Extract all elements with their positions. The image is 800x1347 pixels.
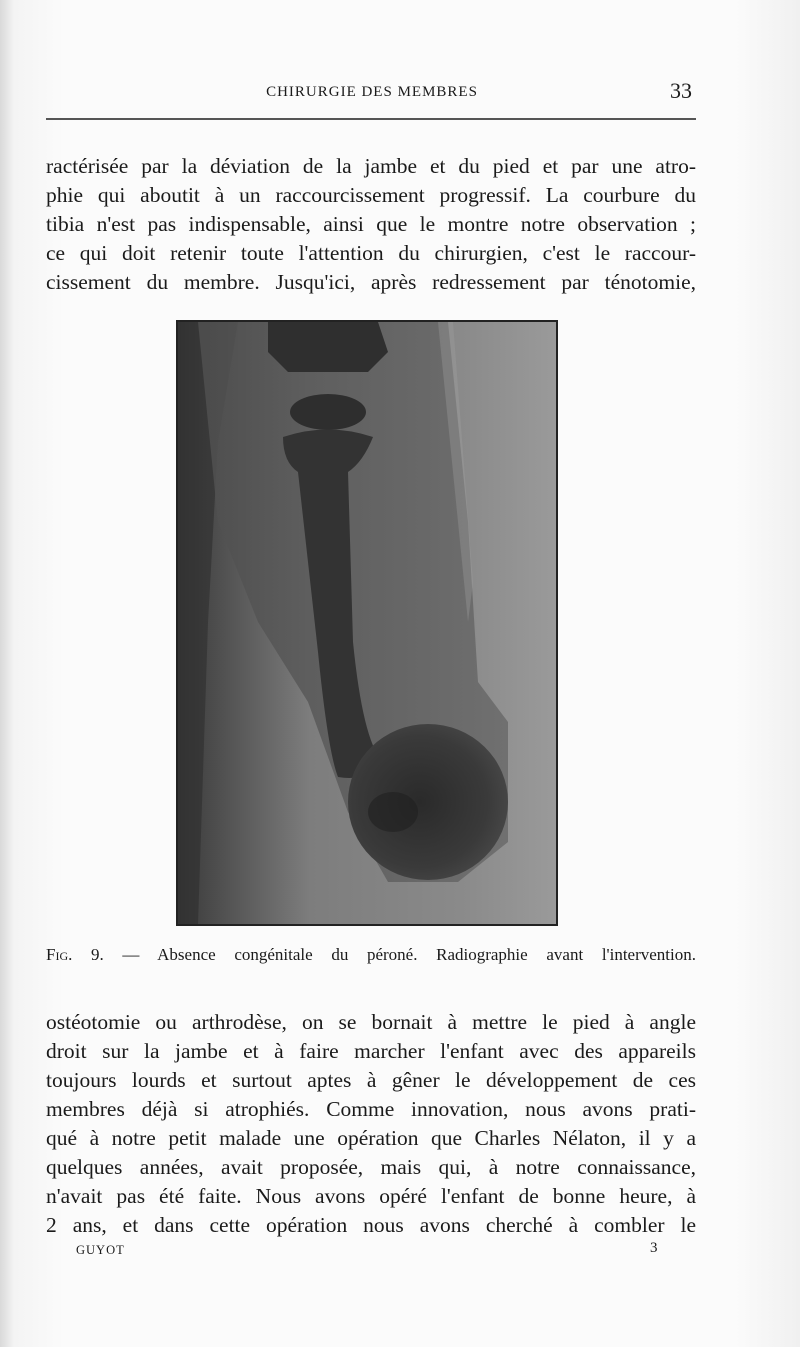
text-line: n'avait pas été faite. Nous avons opéré l'enfant de bonne heure, à	[46, 1184, 696, 1208]
text-line: quelques années, avait proposée, mais qui, à notre connaissance,	[46, 1155, 696, 1179]
text-line: ostéotomie ou arthrodèse, on se bornait à mettre le pied à angle	[46, 1010, 696, 1034]
paragraph-top	[46, 152, 696, 297]
figure-caption	[46, 945, 696, 965]
header-rule	[46, 118, 696, 120]
running-title: CHIRURGIE DES MEMBRES	[266, 84, 478, 100]
text-line: qué à notre petit malade une opération que Charles Nélaton, il y a	[46, 1126, 696, 1150]
text-line: membres déjà si atrophiés. Comme innovation, nous avons prati-	[46, 1097, 696, 1121]
text-line: droit sur la jambe et à faire marcher l'enfant avec des appareils	[46, 1039, 696, 1063]
radiograph-image	[178, 322, 556, 924]
radiograph-figure	[176, 320, 558, 926]
page-number: 33	[670, 78, 692, 103]
paragraph-bottom	[46, 1008, 696, 1240]
text-line: ractérisée par la déviation de la jambe et du pied et par une atro-	[46, 154, 696, 178]
text-line: 2 ans, et dans cette opération nous avons cherché à combler le	[46, 1213, 696, 1237]
text-line: tibia n'est pas indispensable, ainsi que le montre notre observation ;	[46, 212, 696, 236]
text-line: cissement du membre. Jusqu'ici, après redressement par ténotomie,	[46, 270, 696, 294]
page-header	[48, 78, 696, 108]
sheet-number: 3	[650, 1240, 658, 1256]
text-line: phie qui aboutit à un raccourcissement progressif. La courbure du	[46, 183, 696, 207]
printer-signature: GUYOT	[76, 1243, 125, 1257]
text-line: ce qui doit retenir toute l'attention du chirurgien, c'est le raccour-	[46, 241, 696, 265]
text-line: toujours lourds et surtout aptes à gêner le développement de ces	[46, 1068, 696, 1092]
caption-text: — Absence congénitale du péroné. Radiographie avant l'intervention.	[103, 945, 696, 964]
caption-label: Fig. 9.	[46, 945, 104, 964]
page-edge-shadow	[0, 0, 14, 1347]
